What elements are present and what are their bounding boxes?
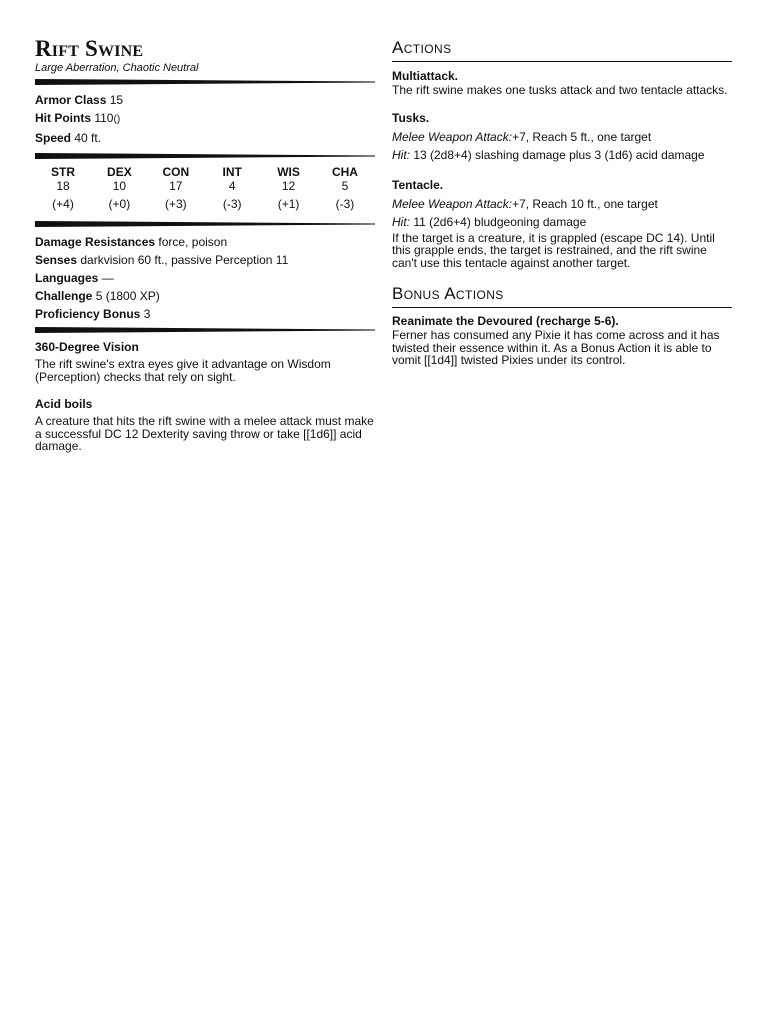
ability-name: DEX	[107, 165, 132, 179]
armor-class-label: Armor Class	[35, 93, 107, 107]
hit-text: 11 (2d6+4) bludgeoning damage	[410, 214, 587, 229]
action-tentacle	[392, 178, 732, 270]
action-name: Tusks.	[392, 110, 430, 125]
attack-text: +7, Reach 5 ft., one target	[512, 129, 652, 144]
action-text: The rift swine makes one tusks attack and two tentacle attacks.	[392, 83, 728, 97]
senses-label: Senses	[35, 253, 78, 267]
bonus-action-name: Reanimate the Devoured (recharge 5-6).	[392, 314, 619, 328]
ability-int	[204, 165, 260, 211]
action-extra-text: If the target is a creature, it is grappled (escape DC 14). Until this grapple ends, the target is restrained, and the rift swine can't use this tentacle against another target.	[392, 230, 715, 270]
action-name: Tentacle.	[392, 177, 444, 192]
action-multiattack	[392, 69, 732, 97]
proficiency-bonus-label: Proficiency Bonus	[35, 307, 141, 321]
challenge-value: 5 (1800 XP)	[95, 289, 160, 303]
ability-modifier: (-3)	[222, 197, 242, 211]
hit-line	[392, 213, 732, 231]
ability-score: 18	[56, 179, 70, 193]
armor-class	[35, 91, 375, 109]
hit-points-dice: ()	[113, 114, 121, 125]
trait-name: Acid boils	[35, 397, 93, 411]
ability-name: INT	[222, 165, 242, 179]
attack-line	[392, 195, 732, 213]
bonus-actions-heading: Bonus Actions	[392, 283, 732, 308]
ability-score: 12	[281, 179, 296, 193]
ability-score: 17	[169, 179, 183, 193]
senses-value: darkvision 60 ft., passive Perception 11	[80, 253, 289, 267]
senses	[35, 251, 375, 269]
tapered-divider	[35, 153, 375, 159]
monster-subtitle: Large Aberration, Chaotic Neutral	[35, 62, 199, 74]
action-tusks	[392, 111, 732, 164]
ability-modifier: (+1)	[277, 197, 300, 211]
languages-value: —	[101, 271, 114, 285]
damage-resistances-label: Damage Resistances	[35, 235, 156, 249]
ability-modifier: (+0)	[108, 197, 131, 211]
ability-score: 5	[341, 179, 349, 193]
speed-value: 40 ft.	[74, 131, 102, 145]
hit-points	[35, 109, 375, 129]
ability-name: WIS	[277, 165, 300, 179]
attack-type: Melee Weapon Attack:	[392, 196, 513, 211]
proficiency-bonus	[35, 305, 375, 323]
trait-name: 360-Degree Vision	[35, 340, 139, 354]
bonus-action-reanimate	[392, 314, 732, 367]
damage-resistances-value: force, poison	[158, 235, 228, 249]
hit-label: Hit:	[392, 147, 410, 162]
trait-acid-boils	[35, 397, 375, 453]
ability-str	[35, 165, 91, 211]
trait-text: The rift swine's extra eyes give it advantage on Wisdom (Perception) checks that rely on sight.	[35, 357, 331, 384]
ability-scores	[35, 165, 373, 211]
ability-name: CHA	[331, 165, 358, 179]
tapered-divider	[35, 79, 375, 85]
detail-stats	[35, 233, 375, 323]
action-name: Multiattack.	[392, 69, 459, 83]
ability-modifier: (+4)	[52, 197, 74, 211]
ability-modifier: (-3)	[335, 197, 355, 211]
hit-label: Hit:	[392, 214, 410, 229]
challenge-label: Challenge	[35, 289, 93, 303]
ability-cha	[317, 165, 373, 211]
ability-name: STR	[51, 165, 75, 179]
attack-type: Melee Weapon Attack:	[392, 129, 513, 144]
trait-text: A creature that hits the rift swine with a melee attack must make a successful DC 12 Dexterity saving throw or take [[1d6]] acid damage.	[35, 414, 374, 453]
actions-heading: Actions	[392, 37, 732, 62]
bonus-action-text: Ferner has consumed any Pixie it has come across and it has twisted their essence within it. As a Bonus Action it is able to vomit [[1d4]] twisted Pixies under its control.	[392, 328, 720, 367]
hit-points-value: 110	[94, 111, 114, 125]
proficiency-bonus-value: 3	[143, 307, 151, 321]
damage-resistances	[35, 233, 375, 251]
ability-dex	[91, 165, 147, 211]
languages	[35, 269, 375, 287]
tapered-divider	[35, 221, 375, 227]
ability-score: 4	[228, 179, 236, 193]
attack-text: +7, Reach 10 ft., one target	[512, 196, 658, 211]
monster-name: Rift Swine	[35, 36, 144, 61]
ability-wis	[261, 165, 317, 211]
attack-line	[392, 128, 732, 146]
armor-class-value: 15	[109, 93, 124, 107]
languages-label: Languages	[35, 271, 99, 285]
speed	[35, 129, 375, 147]
stat-block-right-column	[392, 34, 732, 367]
ability-name: CON	[162, 165, 190, 179]
ability-score: 10	[112, 179, 127, 193]
hit-points-label: Hit Points	[35, 111, 91, 125]
ability-con	[148, 165, 204, 211]
ability-modifier: (+3)	[164, 197, 187, 211]
hit-text: 13 (2d8+4) slashing damage plus 3 (1d6) acid damage	[410, 147, 705, 162]
challenge	[35, 287, 375, 305]
speed-label: Speed	[35, 131, 72, 145]
tapered-divider	[35, 327, 375, 333]
stat-block-left-column	[35, 34, 375, 453]
trait-360-degree-vision	[35, 340, 375, 383]
hit-line	[392, 146, 732, 164]
core-stats	[35, 91, 375, 147]
